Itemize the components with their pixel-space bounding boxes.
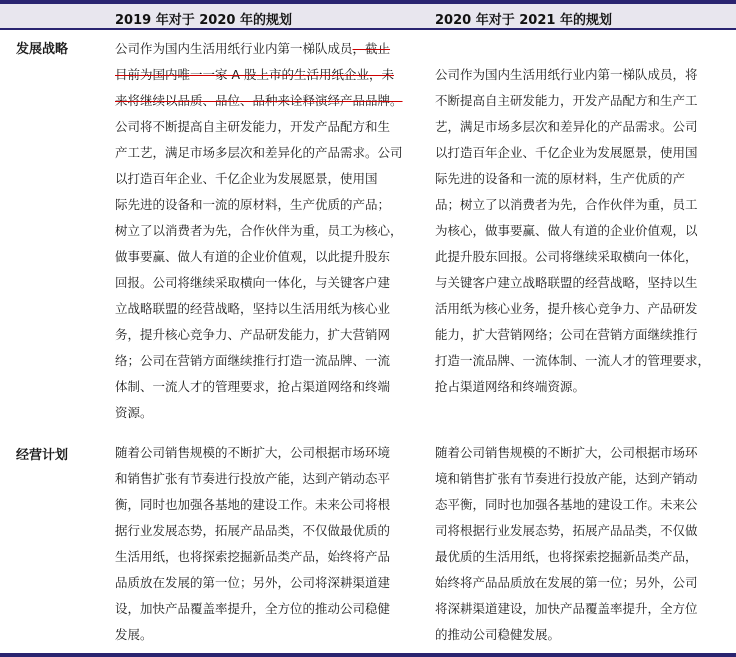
operating-plan-2019-text (115, 440, 425, 648)
text-line: 随着公司销售规模的不断扩大，公司根据市场环 (435, 445, 698, 460)
text-line: 和销售扩张有节奏进行投放产能，达到产销动态平 (115, 471, 391, 486)
text-line: 抢占渠道网络和终端资源。 (435, 379, 586, 394)
text-line: 能力，扩大营销网络；公司在营销方面继续推行 (435, 327, 698, 342)
text-line: 生活用纸，也将探索挖掘新品类产品，始终将产品 (115, 549, 391, 564)
text-line: 立战略联盟的经营战略，坚持以生活用纸为核心业 (115, 301, 391, 316)
text-line (115, 36, 425, 62)
text-line: 衡，同时也加强各基地的建设工作。未来公司将根 (115, 497, 391, 512)
operating-plan-2020-text (435, 440, 735, 648)
strategy-2020-text (435, 62, 735, 400)
text-line: 将深耕渠道建设，加快产品覆盖率提升，全方位 (435, 601, 698, 616)
text-line: 做事要赢、做人有道的企业价值观，以此提升股东 (115, 249, 391, 264)
table-header (0, 0, 736, 30)
text-line: 境和销售扩张有节奏进行投放产能，达到产销动 (435, 471, 698, 486)
text-line: 体制、一流人才的管理要求，抢占渠道网络和终端 (115, 379, 391, 394)
deleted-text: ，截止 (352, 41, 391, 56)
text-line: 活用纸为核心业务，提升核心竞争力、产品研发 (435, 301, 698, 316)
text-line: 资源。 (115, 405, 153, 420)
text-line: 与关键客户建立战略联盟的经营战略，坚持以生 (435, 275, 698, 290)
deleted-text-line: 来将继续以品质、品位、品种来诠释演绎产品品牌。 (115, 93, 403, 108)
text-line: 以打造百年企业、千亿企业为发展愿景，使用国 (435, 145, 698, 160)
text-line: 品；树立了以消费者为先，合作伙伴为重，员工 (435, 197, 698, 212)
text-line: 公司作为国内生活用纸行业内第一梯队成员，将 (435, 67, 698, 82)
text-line: 打造一流品牌、一流体制、一流人才的管理要求， (435, 353, 711, 368)
text-line: 回报。公司将继续采取横向一体化，与关键客户建 (115, 275, 391, 290)
text-line: 始终将产品品质放在发展的第一位；另外，公司 (435, 575, 698, 590)
text-line: 为核心，做事要赢、做人有道的企业价值观，以 (435, 223, 698, 238)
row-label-strategy: 发展战略 (16, 42, 69, 57)
text-line: 据行业发展态势，拓展产品品类，不仅做最优质的 (115, 523, 391, 538)
text-line: 司将根据行业发展态势，拓展产品品类，不仅做 (435, 523, 698, 538)
text-line: 此提升股东回报。公司将继续采取横向一体化， (435, 249, 698, 264)
text-line: 不断提高自主研发能力，开发产品配方和生产工 (435, 93, 698, 108)
text-line: 际先进的设备和一流的原材料，生产优质的产品； (115, 197, 391, 212)
text-line: 艺，满足市场多层次和差异化的产品需求。公司 (435, 119, 698, 134)
strategy-2019-text (115, 36, 425, 426)
text-line: 树立了以消费者为先，合作伙伴为重，员工为核心， (115, 223, 403, 238)
text-line: 产工艺，满足市场多层次和差异化的产品需求。公司 (115, 145, 403, 160)
text-line: 络；公司在营销方面继续推行打造一流品牌、一流 (115, 353, 391, 368)
row-label-operating-plan: 经营计划 (16, 448, 69, 463)
text-segment: 公司作为国内生活用纸行业内第一梯队成员 (115, 41, 353, 56)
text-line: 以打造百年企业、千亿企业为发展愿景，使用国 (115, 171, 378, 186)
text-line: 态平衡，同时也加强各基地的建设工作。未来公 (435, 497, 698, 512)
text-line: 的推动公司稳健发展。 (435, 627, 561, 642)
text-line: 随着公司销售规模的不断扩大，公司根据市场环境 (115, 445, 391, 460)
table-bottom-rule (0, 653, 736, 657)
header-2019-plan: 2019 年对于 2020 年的规划 (115, 13, 292, 28)
deleted-text-line: 目前为国内唯一一家 A 股上市的生活用纸企业，未 (115, 67, 394, 82)
text-line: 品质放在发展的第一位；另外，公司将深耕渠道建 (115, 575, 391, 590)
header-2020-plan: 2020 年对于 2021 年的规划 (435, 13, 612, 28)
text-line: 务，提升核心竞争力、产品研发能力，扩大营销网 (115, 327, 391, 342)
text-line: 最优质的生活用纸，也将探索挖掘新品类产品， (435, 549, 698, 564)
text-line: 际先进的设备和一流的原材料，生产优质的产 (435, 171, 686, 186)
text-line: 设，加快产品覆盖率提升，全方位的推动公司稳健 (115, 601, 391, 616)
text-line: 发展。 (115, 627, 153, 642)
text-line: 公司将不断提高自主研发能力，开发产品配方和生 (115, 119, 391, 134)
